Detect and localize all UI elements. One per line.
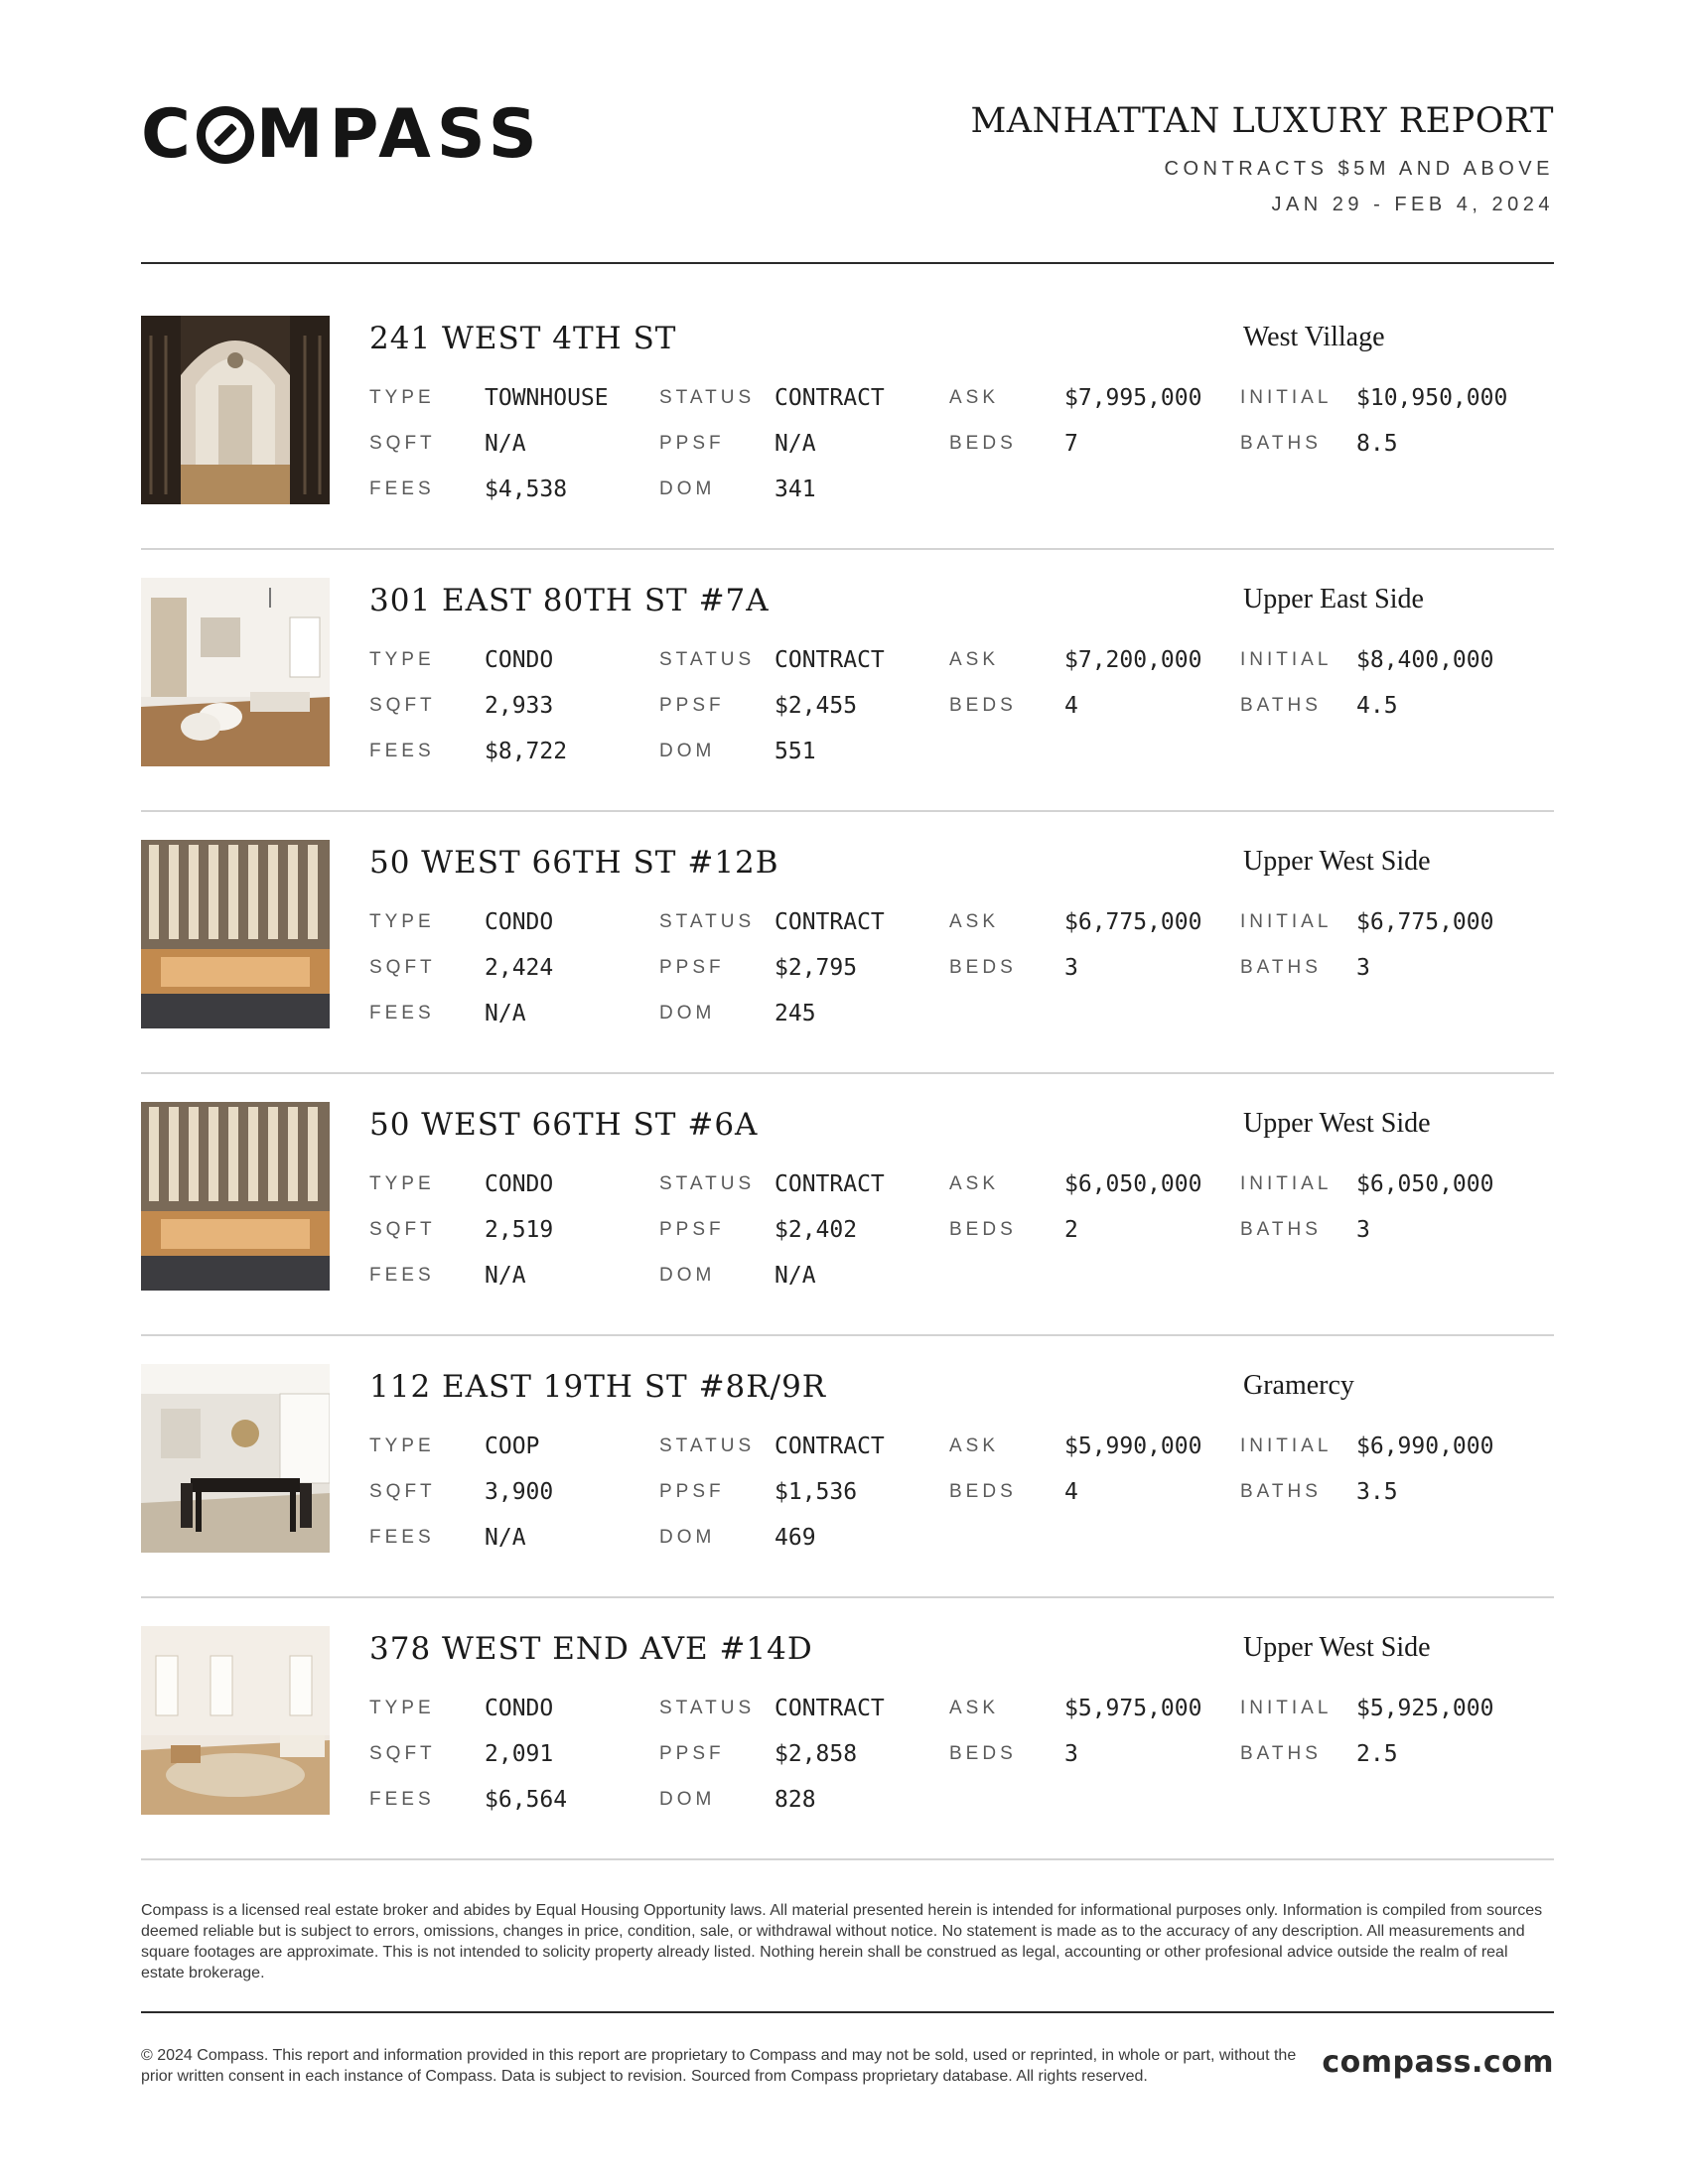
fees-value: $4,538	[485, 477, 568, 502]
listing-address: 241 WEST 4TH ST	[369, 321, 677, 356]
dom-value: 245	[774, 1001, 816, 1026]
listing-address: 378 WEST END AVE #14D	[369, 1631, 813, 1667]
baths-label: BATHS	[1240, 1219, 1322, 1240]
ask-value: $7,995,000	[1064, 385, 1202, 411]
listing-address: 112 EAST 19TH ST #8R/9R	[369, 1369, 827, 1405]
fees-label: FEES	[369, 1527, 435, 1548]
status-label: STATUS	[659, 387, 756, 408]
listing-item	[141, 288, 1554, 550]
initial-value: $6,990,000	[1356, 1433, 1494, 1459]
listing-item	[141, 1598, 1554, 1860]
website-url[interactable]: compass.com	[1322, 2045, 1554, 2080]
dom-label: DOM	[659, 478, 716, 499]
initial-value: $10,950,000	[1356, 385, 1508, 411]
listing-neighborhood: Upper West Side	[1243, 846, 1431, 877]
dom-value: 551	[774, 739, 816, 764]
ask-value: $5,990,000	[1064, 1433, 1202, 1459]
fees-value: N/A	[485, 1263, 526, 1289]
beds-value: 3	[1064, 955, 1078, 981]
header-divider	[141, 262, 1554, 264]
sqft-value: 2,424	[485, 955, 554, 981]
sqft-label: SQFT	[369, 957, 436, 978]
listing-item	[141, 550, 1554, 812]
compass-o-icon	[197, 106, 254, 164]
type-label: TYPE	[369, 1698, 435, 1718]
baths-label: BATHS	[1240, 957, 1322, 978]
listing-photo	[141, 1626, 330, 1815]
initial-value: $8,400,000	[1356, 647, 1494, 673]
sqft-label: SQFT	[369, 433, 436, 454]
ppsf-value: $2,402	[774, 1217, 858, 1243]
type-label: TYPE	[369, 649, 435, 670]
fees-label: FEES	[369, 741, 435, 761]
listings-list	[141, 288, 1554, 1860]
ppsf-label: PPSF	[659, 433, 725, 454]
type-label: TYPE	[369, 1435, 435, 1456]
beds-label: BEDS	[949, 433, 1017, 454]
type-value: CONDO	[485, 1171, 554, 1197]
baths-value: 3	[1356, 1217, 1370, 1243]
fees-label: FEES	[369, 1789, 435, 1810]
initial-value: $6,775,000	[1356, 909, 1494, 935]
ppsf-label: PPSF	[659, 957, 725, 978]
type-label: TYPE	[369, 911, 435, 932]
listing-neighborhood: Gramercy	[1243, 1370, 1354, 1401]
baths-value: 3.5	[1356, 1479, 1398, 1505]
listing-address: 50 WEST 66TH ST #6A	[369, 1107, 759, 1143]
report-title: MANHATTAN LUXURY REPORT	[970, 101, 1554, 141]
listing-neighborhood: West Village	[1243, 322, 1385, 352]
dom-value: 341	[774, 477, 816, 502]
ask-label: ASK	[949, 1173, 1000, 1194]
report-header	[970, 99, 1554, 216]
initial-label: INITIAL	[1240, 387, 1333, 408]
ppsf-value: $2,795	[774, 955, 858, 981]
beds-value: 3	[1064, 1741, 1078, 1767]
beds-value: 7	[1064, 431, 1078, 457]
listing-address: 50 WEST 66TH ST #12B	[369, 845, 779, 881]
sqft-label: SQFT	[369, 1219, 436, 1240]
listing-neighborhood: Upper West Side	[1243, 1108, 1431, 1139]
ask-label: ASK	[949, 1698, 1000, 1718]
ppsf-value: $2,455	[774, 693, 858, 719]
ppsf-value: N/A	[774, 431, 816, 457]
baths-label: BATHS	[1240, 1743, 1322, 1764]
initial-label: INITIAL	[1240, 1173, 1333, 1194]
beds-value: 4	[1064, 1479, 1078, 1505]
status-label: STATUS	[659, 911, 756, 932]
baths-value: 2.5	[1356, 1741, 1398, 1767]
ask-value: $6,775,000	[1064, 909, 1202, 935]
sqft-value: 3,900	[485, 1479, 554, 1505]
status-value: CONTRACT	[774, 1171, 885, 1197]
dom-label: DOM	[659, 1789, 716, 1810]
fees-value: $8,722	[485, 739, 568, 764]
fees-label: FEES	[369, 478, 435, 499]
initial-label: INITIAL	[1240, 1698, 1333, 1718]
ppsf-value: $1,536	[774, 1479, 858, 1505]
baths-label: BATHS	[1240, 433, 1322, 454]
listing-photo	[141, 578, 330, 766]
status-value: CONTRACT	[774, 1696, 885, 1721]
ask-label: ASK	[949, 649, 1000, 670]
initial-label: INITIAL	[1240, 911, 1333, 932]
status-value: CONTRACT	[774, 385, 885, 411]
listing-photo	[141, 316, 330, 504]
dom-label: DOM	[659, 741, 716, 761]
dom-value: 469	[774, 1525, 816, 1551]
type-value: TOWNHOUSE	[485, 385, 609, 411]
listing-item	[141, 1074, 1554, 1336]
sqft-label: SQFT	[369, 1743, 436, 1764]
dom-value: 828	[774, 1787, 816, 1813]
baths-value: 4.5	[1356, 693, 1398, 719]
ask-label: ASK	[949, 1435, 1000, 1456]
listing-photo	[141, 840, 330, 1028]
beds-label: BEDS	[949, 1743, 1017, 1764]
status-value: CONTRACT	[774, 909, 885, 935]
listing-photo	[141, 1364, 330, 1553]
ask-label: ASK	[949, 387, 1000, 408]
ppsf-label: PPSF	[659, 1743, 725, 1764]
status-value: CONTRACT	[774, 647, 885, 673]
status-label: STATUS	[659, 1435, 756, 1456]
status-label: STATUS	[659, 1698, 756, 1718]
beds-label: BEDS	[949, 1219, 1017, 1240]
beds-label: BEDS	[949, 695, 1017, 716]
report-subtitle: CONTRACTS $5M AND ABOVE	[1164, 158, 1554, 180]
beds-value: 2	[1064, 1217, 1078, 1243]
beds-label: BEDS	[949, 957, 1017, 978]
legal-disclaimer: Compass is a licensed real estate broker and abides by Equal Housing Opportunity laws. All material presented herein is intended for informational purposes only. Information is compiled from sources deemed reliable but is subject to errors, omissions, changes in price, condition, sale, or withdrawal without notice. No statement is made as to the accuracy of any description. All measurements and square footages are approximate. This is not intended to solicity property already listed. Nothing herein shall be construed as legal, accounting or other profesional advice outside the realm of real estate brokerage.	[141, 1902, 1543, 1981]
initial-value: $6,050,000	[1356, 1171, 1494, 1197]
sqft-value: 2,933	[485, 693, 554, 719]
ppsf-label: PPSF	[659, 1481, 725, 1502]
copyright-notice: © 2024 Compass. This report and information provided in this report are proprietary to Compass and may not be sold, used or reprinted, in whole or part, without the prior written consent in each instance of Compass. Data is subject to revision. Sourced from Compass proprietary database. All rights reserved.	[141, 2047, 1297, 2085]
fees-label: FEES	[369, 1265, 435, 1286]
dom-value: N/A	[774, 1263, 816, 1289]
fees-value: N/A	[485, 1001, 526, 1026]
baths-value: 8.5	[1356, 431, 1398, 457]
sqft-value: 2,519	[485, 1217, 554, 1243]
beds-value: 4	[1064, 693, 1078, 719]
ask-label: ASK	[949, 911, 1000, 932]
compass-logo: C MPASS	[141, 95, 543, 174]
status-label: STATUS	[659, 1173, 756, 1194]
initial-label: INITIAL	[1240, 649, 1333, 670]
ppsf-value: $2,858	[774, 1741, 858, 1767]
type-value: CONDO	[485, 647, 554, 673]
baths-label: BATHS	[1240, 695, 1322, 716]
report-date-range: JAN 29 - FEB 4, 2024	[1271, 194, 1554, 215]
listing-item	[141, 812, 1554, 1074]
footer-divider	[141, 2011, 1554, 2013]
type-value: CONDO	[485, 1696, 554, 1721]
listing-neighborhood: Upper West Side	[1243, 1632, 1431, 1663]
ppsf-label: PPSF	[659, 695, 725, 716]
listing-address: 301 EAST 80TH ST #7A	[369, 583, 770, 618]
type-label: TYPE	[369, 1173, 435, 1194]
sqft-value: N/A	[485, 431, 526, 457]
baths-value: 3	[1356, 955, 1370, 981]
type-label: TYPE	[369, 387, 435, 408]
fees-value: N/A	[485, 1525, 526, 1551]
type-value: CONDO	[485, 909, 554, 935]
fees-label: FEES	[369, 1003, 435, 1024]
dom-label: DOM	[659, 1265, 716, 1286]
dom-label: DOM	[659, 1003, 716, 1024]
sqft-label: SQFT	[369, 1481, 436, 1502]
initial-value: $5,925,000	[1356, 1696, 1494, 1721]
type-value: COOP	[485, 1433, 540, 1459]
ask-value: $7,200,000	[1064, 647, 1202, 673]
status-value: CONTRACT	[774, 1433, 885, 1459]
initial-label: INITIAL	[1240, 1435, 1333, 1456]
fees-value: $6,564	[485, 1787, 568, 1813]
dom-label: DOM	[659, 1527, 716, 1548]
listing-photo	[141, 1102, 330, 1291]
baths-label: BATHS	[1240, 1481, 1322, 1502]
ask-value: $5,975,000	[1064, 1696, 1202, 1721]
status-label: STATUS	[659, 649, 756, 670]
sqft-value: 2,091	[485, 1741, 554, 1767]
listing-neighborhood: Upper East Side	[1243, 584, 1424, 614]
beds-label: BEDS	[949, 1481, 1017, 1502]
ppsf-label: PPSF	[659, 1219, 725, 1240]
listing-item	[141, 1336, 1554, 1598]
ask-value: $6,050,000	[1064, 1171, 1202, 1197]
sqft-label: SQFT	[369, 695, 436, 716]
